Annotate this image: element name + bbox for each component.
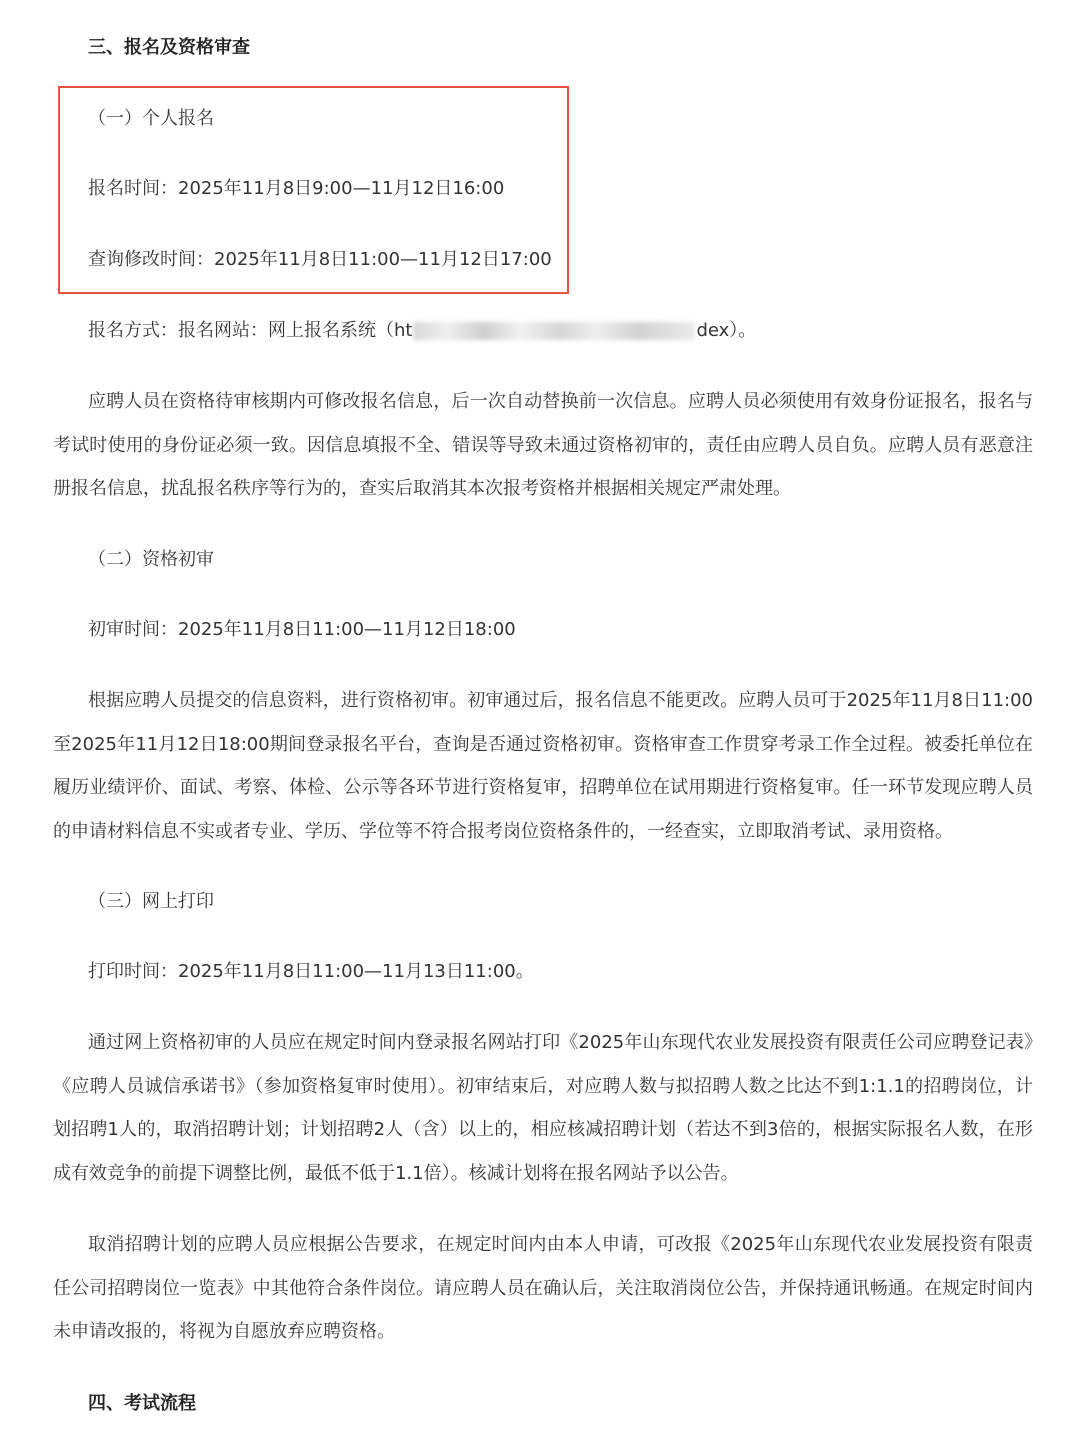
paragraph-preliminary-review: 根据应聘人员提交的信息资料，进行资格初审。初审通过后，报名信息不能更改。应聘人员可于2025年11月8日11:00至2025年11月12日18:00期间登录报名平台，查询是否通过资格初审。资格审查工作贯穿考录工作全过程。被委托单位在履历业绩评价、面试、考察、体检、公示等各环节进行资格复审，招聘单位在试用期进行资格复审。任一环节发现应聘人员的申请材料信息不实或者专业、学历、学位等不符合报考岗位资格条件的，一经查实，立即取消考试、录用资格。 — [53, 690, 1033, 842]
registration-method-prefix: 报名方式：报名网站：网上报名系统（ht — [88, 320, 413, 341]
section-4-heading: 四、考试流程 — [88, 1393, 196, 1414]
registration-method-suffix: dex）。 — [696, 320, 757, 341]
online-print-heading: （三）网上打印 — [88, 891, 214, 912]
print-time: 打印时间：2025年11月8日11:00—11月13日11:00。 — [88, 961, 534, 982]
paragraph-cancel-plan: 取消招聘计划的应聘人员应根据公告要求，在规定时间内由本人申请，可改报《2025年山东现代农业发展投资有限责任公司招聘岗位一览表》中其他符合条件岗位。请应聘人员在确认后，关注取消岗位公告，并保持通讯畅通。在规定时间内未申请改报的，将视为自愿放弃应聘资格。 — [53, 1234, 1033, 1342]
blurred-url — [413, 322, 695, 340]
paragraph-online-print: 通过网上资格初审的人员应在规定时间内登录报名网站打印《2025年山东现代农业发展投资有限责任公司应聘登记表》《应聘人员诚信承诺书》（参加资格复审时使用）。初审结束后，对应聘人数与拟招聘人数之比达不到1:1.1的招聘岗位，计划招聘1人的，取消招聘计划；计划招聘2人（含）以上的，相应核减招聘计划（若达不到3倍的，根据实际报名人数，在形成有效竞争的前提下调整比例，最低不低于1.1倍）。核减计划将在报名网站予以公告。 — [53, 1032, 1033, 1184]
query-modify-time: 查询修改时间：2025年11月8日11:00—11月12日17:00 — [88, 249, 552, 270]
personal-registration-heading: （一）个人报名 — [88, 108, 214, 129]
preliminary-review-heading: （二）资格初审 — [88, 549, 214, 570]
paragraph-applicant-info: 应聘人员在资格待审核期内可修改报名信息，后一次自动替换前一次信息。应聘人员必须使用有效身份证报名，报名与考试时使用的身份证必须一致。因信息填报不全、错误等导致未通过资格初审的，责任由应聘人员自负。应聘人员有恶意注册报名信息，扰乱报名秩序等行为的，查实后取消其本次报考资格并根据相关规定严肃处理。 — [53, 391, 1033, 499]
preliminary-review-time: 初审时间：2025年11月8日11:00—11月12日18:00 — [88, 619, 516, 640]
registration-method — [88, 319, 756, 343]
registration-time: 报名时间：2025年11月8日9:00—11月12日16:00 — [88, 178, 505, 199]
section-3-heading: 三、报名及资格审查 — [88, 37, 250, 58]
